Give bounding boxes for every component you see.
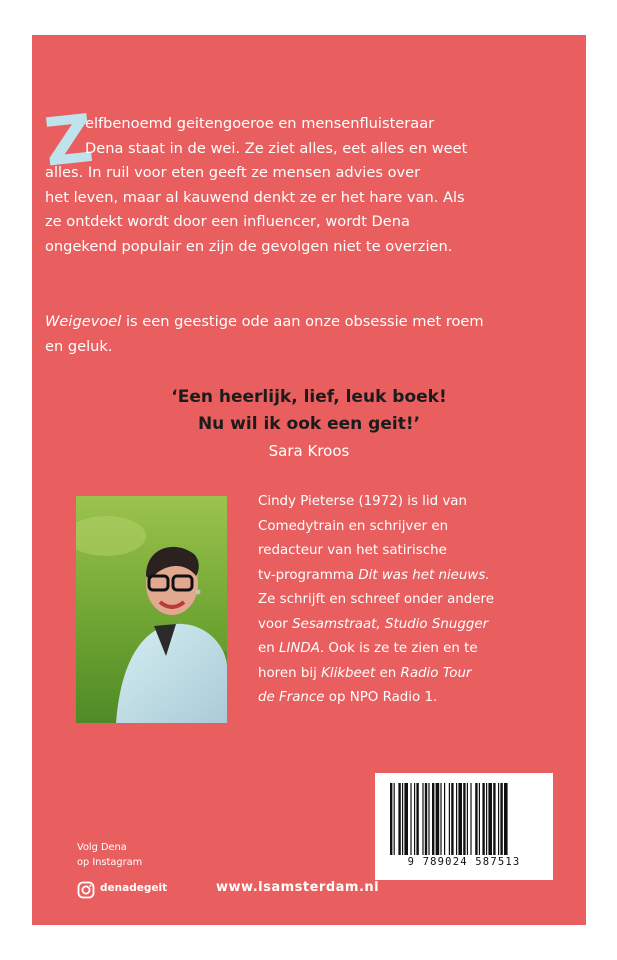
- quote-author: Sara Kroos: [268, 442, 350, 460]
- tagline-text: en geluk.: [45, 337, 113, 355]
- quote-line: Nu wil ik ook een geit!’: [197, 414, 421, 434]
- bio-text: en: [375, 665, 401, 681]
- bio-title: de France: [258, 690, 325, 705]
- bio-title: Sesamstraat, Studio Snugger: [292, 616, 489, 632]
- instagram-promo: [77, 840, 142, 870]
- review-quote: [32, 384, 586, 438]
- bio-text: . Ook is ze te zien en te: [319, 641, 478, 656]
- bio-title: Radio Tour: [400, 665, 472, 681]
- bio-title: Dit was het nieuws.: [358, 567, 490, 583]
- bio-text: en: [258, 641, 279, 656]
- follow-text: op Instagram: [77, 857, 143, 868]
- barcode-bars: [390, 783, 538, 855]
- instagram-handle[interactable]: denadegeit: [100, 882, 168, 894]
- blurb-line: Dena staat in de wei. Ze ziet alles, eet alles en weet: [85, 139, 468, 157]
- blurb-line: ongekend populair en zijn de gevolgen niet te overzien.: [45, 237, 453, 255]
- author-bio: [258, 490, 578, 711]
- blurb-line: ze ontdekt wordt door een influencer, wordt Dena: [45, 213, 410, 231]
- isbn-number: 9 789024 587513: [407, 856, 521, 868]
- bio-text: horen bij: [258, 665, 322, 681]
- blurb-line: alles. In ruil voor eten geeft ze mensen advies over: [45, 164, 421, 182]
- barcode: [375, 773, 553, 880]
- blurb-line: elfbenoemd geitengoeroe en mensenfluisteraar: [85, 115, 435, 132]
- book-title: Weigevoel: [45, 313, 122, 330]
- bio-text: op NPO Radio 1.: [324, 690, 438, 705]
- bio-line: Cindy Pieterse (1972) is lid van: [258, 494, 467, 509]
- bio-line: Ze schrijft en schreef onder andere: [258, 592, 494, 607]
- tagline-text: is een geestige ode aan onze obsessie met roem: [121, 313, 484, 330]
- bio-line: Comedytrain en schrijver en: [258, 518, 449, 534]
- bio-title: LINDA: [278, 641, 320, 656]
- bio-line: redacteur van het satirische: [258, 543, 447, 558]
- quote-line: ‘Een heerlijk, lief, leuk boek!: [171, 387, 447, 407]
- bio-text: tv-programma: [258, 567, 359, 583]
- drop-cap: Z: [41, 99, 97, 182]
- blurb-paragraph: [45, 112, 525, 260]
- tagline-paragraph: [45, 310, 525, 359]
- follow-text: Volg Dena: [77, 842, 127, 853]
- bio-title: Klikbeet: [321, 665, 376, 681]
- bio-text: voor: [258, 616, 293, 632]
- author-photo: [76, 496, 227, 723]
- publisher-website[interactable]: www.lsamsterdam.nl: [216, 880, 380, 895]
- instagram-icon: [77, 881, 95, 899]
- blurb-line: het leven, maar al kauwend denkt ze er het hare van. Als: [45, 188, 465, 206]
